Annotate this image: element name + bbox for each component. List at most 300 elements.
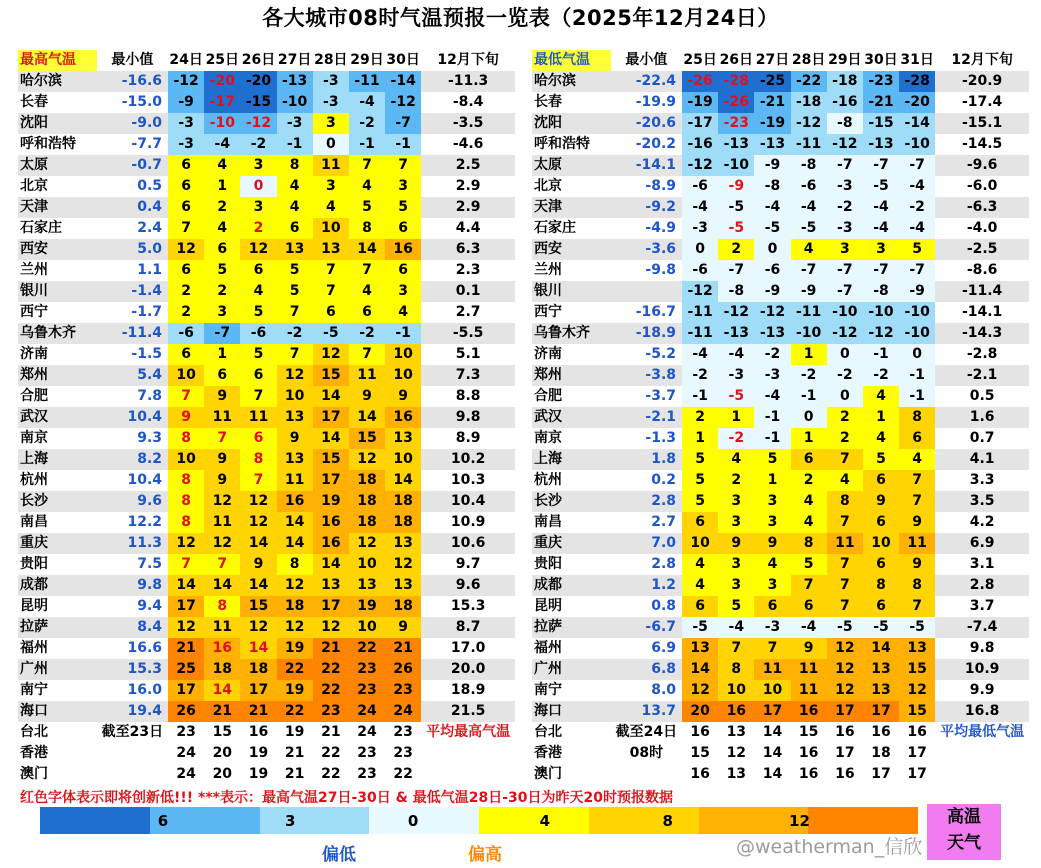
record-min-value: 19.4 bbox=[97, 701, 168, 722]
record-min-value: 1.1 bbox=[97, 260, 168, 281]
temp-cell: -2 bbox=[718, 428, 754, 449]
temp-cell: 19 bbox=[277, 680, 313, 701]
temp-cell: 19 bbox=[248, 745, 269, 761]
scale-tick: 3 bbox=[285, 812, 296, 830]
record-min-value: 12.2 bbox=[97, 512, 168, 533]
record-min-value: -1.4 bbox=[97, 281, 168, 302]
temp-cell: 9 bbox=[349, 386, 385, 407]
temp-cell: 18 bbox=[349, 512, 385, 533]
temp-cell: 19 bbox=[248, 766, 269, 782]
temp-cell: 13 bbox=[313, 239, 349, 260]
day-header: 26日 bbox=[718, 50, 754, 71]
decade-average: -11.4 bbox=[935, 281, 1029, 302]
temp-cell: -14 bbox=[899, 113, 935, 134]
temp-cell: 0 bbox=[791, 407, 827, 428]
table-row bbox=[532, 428, 1029, 449]
temp-cell: 14 bbox=[863, 638, 899, 659]
record-min-value: -20.6 bbox=[611, 113, 682, 134]
city-name: 上海 bbox=[532, 449, 611, 470]
temp-cell: 22 bbox=[313, 659, 349, 680]
record-min-value: 16.6 bbox=[97, 638, 168, 659]
city-name: 长沙 bbox=[532, 491, 611, 512]
temp-cell: -19 bbox=[754, 113, 790, 134]
temp-cell: 6 bbox=[863, 512, 899, 533]
record-min-value: 0.5 bbox=[97, 176, 168, 197]
temp-cell: 15 bbox=[240, 596, 276, 617]
row-note: 截至23日 bbox=[101, 724, 164, 740]
temp-cell: -21 bbox=[754, 92, 790, 113]
table-row bbox=[18, 743, 515, 764]
temp-cell: -1 bbox=[754, 407, 790, 428]
temp-cell: 5 bbox=[682, 470, 718, 491]
temp-cell: 7 bbox=[313, 281, 349, 302]
temp-cell: 12 bbox=[349, 449, 385, 470]
temp-cell: 23 bbox=[349, 659, 385, 680]
temp-cell: 9 bbox=[754, 533, 790, 554]
temp-cell: 7 bbox=[899, 491, 935, 512]
record-min-value: -2.1 bbox=[611, 407, 682, 428]
temp-cell: 4 bbox=[277, 197, 313, 218]
table-row bbox=[18, 659, 515, 680]
temp-cell: 1 bbox=[204, 344, 240, 365]
temp-cell: -4 bbox=[754, 386, 790, 407]
decade-average: -14.5 bbox=[935, 134, 1029, 155]
temp-cell: 23 bbox=[393, 745, 413, 761]
temp-cell: 6 bbox=[349, 302, 385, 323]
temp-cell: -12 bbox=[718, 302, 754, 323]
temp-cell: 3 bbox=[240, 197, 276, 218]
temp-cell: -18 bbox=[791, 92, 827, 113]
temp-cell: -23 bbox=[863, 71, 899, 92]
decade-average: 7.3 bbox=[421, 365, 515, 386]
city-name: 武汉 bbox=[532, 407, 611, 428]
temp-cell: 16 bbox=[385, 407, 421, 428]
temp-cell: -20 bbox=[204, 71, 240, 92]
temp-cell: 23 bbox=[349, 680, 385, 701]
temp-cell: -14 bbox=[385, 71, 421, 92]
temp-cell: 21 bbox=[321, 724, 341, 740]
record-min-value: 0.4 bbox=[97, 197, 168, 218]
temp-cell: 6 bbox=[899, 428, 935, 449]
table-row bbox=[532, 71, 1029, 92]
temp-cell: 3 bbox=[754, 575, 790, 596]
temp-cell: 6 bbox=[168, 344, 204, 365]
table-row bbox=[18, 365, 515, 386]
temp-cell: 9 bbox=[899, 554, 935, 575]
temp-cell: -11 bbox=[791, 134, 827, 155]
temp-cell: 9 bbox=[718, 533, 754, 554]
temp-cell: -15 bbox=[863, 113, 899, 134]
decade-average: 2.7 bbox=[421, 302, 515, 323]
temp-cell: 22 bbox=[277, 659, 313, 680]
scale-tick: 12 bbox=[789, 812, 810, 830]
temp-cell: 6 bbox=[168, 197, 204, 218]
temp-cell: 6 bbox=[204, 239, 240, 260]
temp-cell: -1 bbox=[349, 134, 385, 155]
temp-cell: -2 bbox=[682, 365, 718, 386]
decade-average: 3.5 bbox=[935, 491, 1029, 512]
scale-tick: 4 bbox=[539, 812, 551, 830]
decade-average: 2.8 bbox=[935, 575, 1029, 596]
temp-cell: 16 bbox=[907, 724, 927, 740]
temp-cell: -9 bbox=[718, 176, 754, 197]
city-name: 乌鲁木齐 bbox=[18, 323, 97, 344]
city-name: 南宁 bbox=[532, 680, 611, 701]
temp-cell: 2 bbox=[204, 281, 240, 302]
temp-cell: 6 bbox=[313, 302, 349, 323]
temp-cell: -19 bbox=[682, 92, 718, 113]
temp-cell: 12 bbox=[313, 344, 349, 365]
average-header: 12月下旬 bbox=[421, 50, 515, 71]
temp-cell: 9 bbox=[168, 407, 204, 428]
temp-cell: -7 bbox=[827, 260, 863, 281]
temp-cell: 23 bbox=[357, 745, 377, 761]
temp-cell: 16 bbox=[385, 239, 421, 260]
temp-cell: 12 bbox=[827, 680, 863, 701]
temp-cell: 8 bbox=[240, 449, 276, 470]
temp-cell: -12 bbox=[168, 71, 204, 92]
temp-cell: 2 bbox=[827, 428, 863, 449]
day-header: 26日 bbox=[240, 50, 276, 71]
temp-cell: -8 bbox=[827, 113, 863, 134]
temp-cell: 7 bbox=[204, 554, 240, 575]
temp-cell: 9 bbox=[791, 638, 827, 659]
temp-cell: 1 bbox=[718, 407, 754, 428]
temp-cell: 0 bbox=[754, 239, 790, 260]
table-row bbox=[532, 638, 1029, 659]
temp-cell: 7 bbox=[240, 386, 276, 407]
record-min-value: 5.0 bbox=[97, 239, 168, 260]
city-name: 呼和浩特 bbox=[18, 134, 97, 155]
temp-cell: 22 bbox=[393, 766, 413, 782]
record-min-value: 10.4 bbox=[97, 407, 168, 428]
city-name: 昆明 bbox=[18, 596, 97, 617]
temp-cell: 16 bbox=[248, 724, 269, 740]
temp-cell: -28 bbox=[899, 71, 935, 92]
temp-cell: -5 bbox=[718, 386, 754, 407]
temp-cell: 9 bbox=[204, 470, 240, 491]
record-min-value: 0.8 bbox=[611, 596, 682, 617]
temp-cell: 16 bbox=[277, 491, 313, 512]
temp-cell: 24 bbox=[385, 701, 421, 722]
temp-cell: 12 bbox=[277, 365, 313, 386]
temp-cell: 24 bbox=[176, 745, 196, 761]
temp-cell: 17 bbox=[827, 701, 863, 722]
table-row bbox=[532, 323, 1029, 344]
decade-average: 9.6 bbox=[421, 575, 515, 596]
city-name: 西宁 bbox=[18, 302, 97, 323]
city-name: 乌鲁木齐 bbox=[532, 323, 611, 344]
record-min-value: -7.7 bbox=[97, 134, 168, 155]
temp-cell: 4 bbox=[863, 428, 899, 449]
temp-cell: -10 bbox=[827, 302, 863, 323]
decade-average: 2.9 bbox=[421, 176, 515, 197]
temp-cell: -13 bbox=[754, 323, 790, 344]
table-row bbox=[18, 680, 515, 701]
temp-cell: 3 bbox=[718, 554, 754, 575]
temp-cell: -26 bbox=[682, 71, 718, 92]
temp-cell: -7 bbox=[899, 260, 935, 281]
temp-cell: 6 bbox=[240, 428, 276, 449]
record-min-value: 10.4 bbox=[97, 470, 168, 491]
temp-cell: 8 bbox=[168, 470, 204, 491]
temp-cell: 5 bbox=[240, 302, 276, 323]
temp-cell: -5 bbox=[791, 218, 827, 239]
temp-cell: 22 bbox=[349, 638, 385, 659]
record-min-value: 9.8 bbox=[97, 575, 168, 596]
temp-cell: 6 bbox=[863, 554, 899, 575]
temp-cell: 6 bbox=[168, 260, 204, 281]
temp-cell: 23 bbox=[313, 701, 349, 722]
city-name: 西宁 bbox=[532, 302, 611, 323]
temp-cell: 16 bbox=[798, 745, 819, 761]
table-row bbox=[532, 617, 1029, 638]
temp-cell: 5 bbox=[718, 596, 754, 617]
temp-cell: -21 bbox=[863, 92, 899, 113]
temp-cell: 2 bbox=[240, 218, 276, 239]
temp-cell: 4 bbox=[349, 176, 385, 197]
temp-cell: -4 bbox=[349, 92, 385, 113]
temp-cell: -1 bbox=[899, 365, 935, 386]
city-name: 天津 bbox=[18, 197, 97, 218]
table-row bbox=[18, 554, 515, 575]
temp-cell: 9 bbox=[385, 617, 421, 638]
record-min-value: 7.8 bbox=[97, 386, 168, 407]
city-name: 南宁 bbox=[18, 680, 97, 701]
heat-wave-label: 高温 bbox=[947, 807, 981, 827]
day-header: 27日 bbox=[754, 50, 790, 71]
temp-cell: -5 bbox=[313, 323, 349, 344]
temp-cell: 18 bbox=[277, 596, 313, 617]
temp-cell: 7 bbox=[827, 575, 863, 596]
temp-cell: 4 bbox=[204, 218, 240, 239]
temp-cell: -11 bbox=[791, 302, 827, 323]
temp-cell: -11 bbox=[349, 71, 385, 92]
temp-cell: 26 bbox=[385, 659, 421, 680]
temp-cell: -9 bbox=[899, 281, 935, 302]
temp-cell: 12 bbox=[240, 512, 276, 533]
temp-cell: 9 bbox=[240, 554, 276, 575]
city-name: 广州 bbox=[532, 659, 611, 680]
table-row bbox=[18, 260, 515, 281]
temp-cell: 0 bbox=[827, 344, 863, 365]
temp-cell: -2 bbox=[277, 323, 313, 344]
temp-cell: 13 bbox=[726, 724, 747, 740]
temp-cell: 16 bbox=[313, 512, 349, 533]
temp-cell: 4 bbox=[791, 239, 827, 260]
city-name: 石家庄 bbox=[18, 218, 97, 239]
temp-cell: -4 bbox=[791, 617, 827, 638]
temp-cell: 2 bbox=[168, 302, 204, 323]
city-name: 南昌 bbox=[532, 512, 611, 533]
temp-cell: 19 bbox=[349, 596, 385, 617]
temp-cell: 14 bbox=[313, 386, 349, 407]
temp-cell: 13 bbox=[863, 659, 899, 680]
temp-cell: -5 bbox=[863, 176, 899, 197]
temp-cell: 20 bbox=[212, 766, 233, 782]
record-min-value: -11.4 bbox=[97, 323, 168, 344]
temp-cell: -5 bbox=[718, 197, 754, 218]
city-name: 拉萨 bbox=[532, 617, 611, 638]
city-name: 上海 bbox=[18, 449, 97, 470]
temp-cell: 21 bbox=[284, 766, 305, 782]
temp-cell: 21 bbox=[204, 701, 240, 722]
temp-cell: 11 bbox=[313, 155, 349, 176]
temp-cell: 10 bbox=[718, 680, 754, 701]
temp-cell: 7 bbox=[827, 449, 863, 470]
footnote: 红色字体表示即将创新低!!! ***表示：最高气温27日-30日 & 最低气温28日-30日为昨天20时预报数据 bbox=[20, 790, 673, 806]
temp-cell: -1 bbox=[385, 323, 421, 344]
decade-average: -14.3 bbox=[935, 323, 1029, 344]
temp-cell: 2 bbox=[791, 470, 827, 491]
temp-cell: 11 bbox=[754, 659, 790, 680]
temp-cell: -4 bbox=[791, 197, 827, 218]
temp-cell: 17 bbox=[907, 766, 927, 782]
temp-cell: 1 bbox=[682, 428, 718, 449]
temp-cell: 6 bbox=[168, 155, 204, 176]
temp-cell: 8 bbox=[168, 512, 204, 533]
temp-cell: 18 bbox=[871, 745, 891, 761]
temp-cell: 5 bbox=[277, 281, 313, 302]
temp-cell: 16 bbox=[313, 533, 349, 554]
temp-cell: 13 bbox=[277, 449, 313, 470]
temp-cell: 1 bbox=[791, 344, 827, 365]
temp-cell: 7 bbox=[718, 638, 754, 659]
temp-cell: -12 bbox=[863, 323, 899, 344]
temp-cell: 6 bbox=[168, 176, 204, 197]
temp-cell: 4 bbox=[313, 197, 349, 218]
temp-cell: -1 bbox=[277, 134, 313, 155]
city-name: 沈阳 bbox=[18, 113, 97, 134]
temp-cell: -3 bbox=[754, 365, 790, 386]
temp-cell: 12 bbox=[682, 680, 718, 701]
temp-cell: 4 bbox=[385, 302, 421, 323]
temp-cell: -3 bbox=[682, 218, 718, 239]
temp-cell: 13 bbox=[385, 575, 421, 596]
temp-cell: -12 bbox=[791, 113, 827, 134]
day-header: 28日 bbox=[313, 50, 349, 71]
temp-cell: 12 bbox=[204, 533, 240, 554]
record-min-value: -16.7 bbox=[611, 302, 682, 323]
temp-cell: 13 bbox=[726, 766, 747, 782]
temp-cell: 12 bbox=[313, 617, 349, 638]
city-name: 澳门 bbox=[534, 766, 562, 782]
temp-cell: 6 bbox=[277, 218, 313, 239]
record-min-value: 9.6 bbox=[97, 491, 168, 512]
record-min-value: 16.0 bbox=[97, 680, 168, 701]
table-row bbox=[532, 596, 1029, 617]
day-header: 29日 bbox=[349, 50, 385, 71]
temp-cell: 23 bbox=[357, 766, 377, 782]
temp-cell: 5 bbox=[682, 491, 718, 512]
temp-cell: -22 bbox=[791, 71, 827, 92]
decade-average: -5.5 bbox=[421, 323, 515, 344]
decade-average: 3.7 bbox=[935, 596, 1029, 617]
temp-cell: 13 bbox=[313, 575, 349, 596]
decade-average: 6.3 bbox=[421, 239, 515, 260]
table-row bbox=[18, 386, 515, 407]
temp-cell: 17 bbox=[313, 470, 349, 491]
row-note bbox=[611, 764, 682, 785]
temp-cell: 21 bbox=[284, 745, 305, 761]
temp-cell: 16 bbox=[791, 701, 827, 722]
temp-cell: 7 bbox=[899, 470, 935, 491]
temp-cell: -5 bbox=[754, 218, 790, 239]
average-note bbox=[421, 743, 515, 764]
temp-cell: 3 bbox=[718, 491, 754, 512]
temp-cell: 8 bbox=[277, 155, 313, 176]
decade-average: -17.4 bbox=[935, 92, 1029, 113]
temp-cell: 3 bbox=[385, 176, 421, 197]
temp-cell: 14 bbox=[204, 575, 240, 596]
table-row bbox=[532, 134, 1029, 155]
page-title: 各大城市08时气温预报一览表（2025年12月24日） bbox=[262, 6, 779, 30]
temp-cell: -7 bbox=[718, 260, 754, 281]
decade-average: -2.5 bbox=[935, 239, 1029, 260]
temp-cell: 11 bbox=[791, 680, 827, 701]
temp-cell: -9 bbox=[168, 92, 204, 113]
temp-cell: -2 bbox=[791, 365, 827, 386]
temp-cell: 10 bbox=[349, 554, 385, 575]
table-row bbox=[532, 239, 1029, 260]
record-min-value: 8.0 bbox=[611, 680, 682, 701]
table-row bbox=[18, 134, 515, 155]
temp-cell: 8 bbox=[899, 575, 935, 596]
temp-cell: -7 bbox=[204, 323, 240, 344]
temp-cell: 21 bbox=[168, 638, 204, 659]
decade-average: 9.8 bbox=[935, 638, 1029, 659]
temp-cell: -7 bbox=[827, 281, 863, 302]
city-name: 南京 bbox=[532, 428, 611, 449]
temp-cell: 13 bbox=[277, 407, 313, 428]
temp-cell: -12 bbox=[827, 323, 863, 344]
temp-cell: -3 bbox=[277, 113, 313, 134]
day-header: 25日 bbox=[682, 50, 718, 71]
record-min-value: -14.1 bbox=[611, 155, 682, 176]
temp-cell: 13 bbox=[349, 575, 385, 596]
decade-average: -2.8 bbox=[935, 344, 1029, 365]
table-row bbox=[532, 344, 1029, 365]
city-name: 太原 bbox=[18, 155, 97, 176]
record-min-value: -20.2 bbox=[611, 134, 682, 155]
temp-cell: 2 bbox=[718, 239, 754, 260]
city-name: 南昌 bbox=[18, 512, 97, 533]
temp-cell: 21 bbox=[385, 638, 421, 659]
temp-cell: -9 bbox=[791, 281, 827, 302]
temp-cell: 6 bbox=[863, 596, 899, 617]
decade-average: 6.9 bbox=[935, 533, 1029, 554]
max-temp-header: 最高气温 bbox=[18, 50, 97, 71]
temp-cell: 16 bbox=[871, 724, 891, 740]
temp-cell: 11 bbox=[277, 470, 313, 491]
record-min-value: 8.4 bbox=[97, 617, 168, 638]
table-row bbox=[18, 764, 515, 785]
temp-cell: -10 bbox=[277, 92, 313, 113]
temp-cell: -5 bbox=[899, 617, 935, 638]
city-name: 贵阳 bbox=[532, 554, 611, 575]
temp-cell: -16 bbox=[827, 92, 863, 113]
temp-cell: 3 bbox=[863, 239, 899, 260]
temp-cell: -12 bbox=[682, 281, 718, 302]
temp-cell: -12 bbox=[240, 113, 276, 134]
temp-cell: -12 bbox=[754, 302, 790, 323]
decade-average: 17.0 bbox=[421, 638, 515, 659]
table-row bbox=[18, 218, 515, 239]
temp-cell: 11 bbox=[827, 533, 863, 554]
temp-cell: -20 bbox=[240, 71, 276, 92]
temp-cell: 13 bbox=[899, 638, 935, 659]
temp-cell: 7 bbox=[277, 302, 313, 323]
